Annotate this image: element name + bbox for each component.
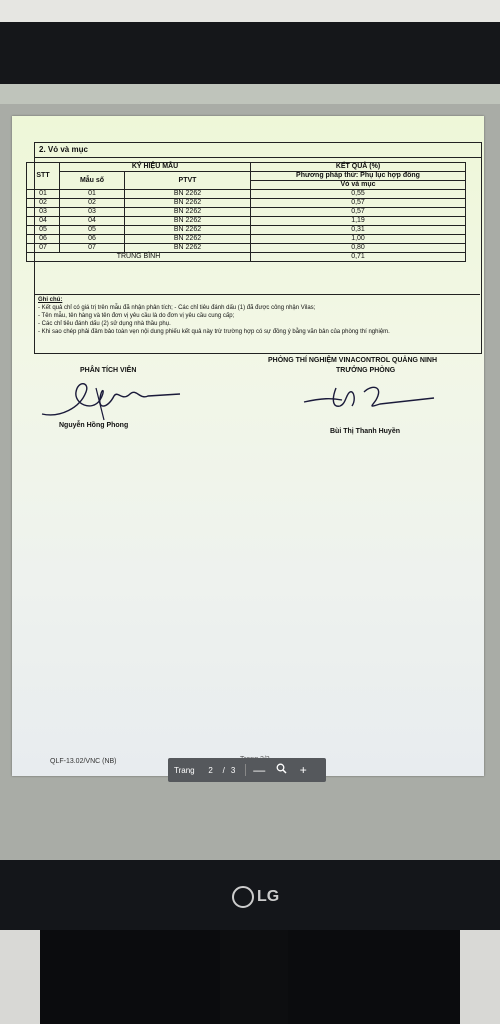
form-code: QLF-13.02/VNC (NB) bbox=[50, 758, 117, 765]
toolbar-divider bbox=[245, 764, 246, 776]
table-row bbox=[27, 208, 466, 217]
lg-logo-icon bbox=[232, 886, 254, 908]
cell-stt: 02 bbox=[27, 199, 60, 208]
monitor-top-bezel bbox=[0, 22, 500, 84]
cell-ket-qua: 1,00 bbox=[251, 235, 466, 244]
monitor-stand-neck bbox=[220, 930, 288, 1024]
table-row bbox=[27, 217, 466, 226]
total-value: 0,71 bbox=[251, 253, 466, 262]
table-row bbox=[27, 244, 466, 253]
brand-name: LG bbox=[257, 888, 280, 905]
analyst-title: PHÂN TÍCH VIÊN bbox=[80, 367, 137, 374]
header-stt: STT bbox=[27, 163, 60, 190]
page-separator: / bbox=[222, 765, 225, 775]
header-vo-va-muc: Vỏ và mục bbox=[251, 181, 466, 190]
cell-ptvt: BN 2262 bbox=[125, 190, 251, 199]
cell-ket-qua: 1,19 bbox=[251, 217, 466, 226]
cell-ptvt: BN 2262 bbox=[125, 208, 251, 217]
notes bbox=[38, 296, 390, 336]
page-number-input[interactable]: 2 bbox=[208, 765, 213, 775]
note-line: - Kết quả chỉ có giá trị trên mẫu đã nhận phân tích; - Các chỉ tiêu đánh dấu (1) đã được công nhận Vilas; bbox=[38, 305, 316, 311]
screen-top-strip bbox=[0, 84, 500, 104]
cell-mau-so: 01 bbox=[60, 190, 125, 199]
page-label: Trang bbox=[174, 765, 195, 775]
cell-mau-so: 04 bbox=[60, 217, 125, 226]
note-line: - Các chỉ tiêu đánh dấu (2) sử dụng nhà thầu phụ. bbox=[38, 321, 171, 327]
results-table bbox=[26, 162, 466, 262]
pdf-toolbar bbox=[168, 758, 326, 782]
cell-stt: 06 bbox=[27, 235, 60, 244]
header-mau-so: Mẫu số bbox=[60, 172, 125, 190]
analyst-name: Nguyễn Hồng Phong bbox=[59, 422, 129, 429]
cell-ket-qua: 0,80 bbox=[251, 244, 466, 253]
total-pages: 3 bbox=[230, 765, 236, 775]
section-title: 2. Vỏ và mục bbox=[39, 145, 88, 154]
cell-ptvt: BN 2262 bbox=[125, 199, 251, 208]
cell-ket-qua: 0,55 bbox=[251, 190, 466, 199]
cell-stt: 03 bbox=[27, 208, 60, 217]
total-row bbox=[27, 253, 466, 262]
table-row bbox=[27, 235, 466, 244]
head-name: Bùi Thị Thanh Huyền bbox=[330, 428, 400, 435]
head-signature bbox=[302, 378, 442, 418]
header-ptvt: PTVT bbox=[125, 172, 251, 190]
analyst-signature bbox=[40, 378, 190, 422]
cell-ptvt: BN 2262 bbox=[125, 217, 251, 226]
table-row bbox=[27, 226, 466, 235]
cell-ptvt: BN 2262 bbox=[125, 226, 251, 235]
cell-ptvt: BN 2262 bbox=[125, 235, 251, 244]
monitor-screen bbox=[0, 84, 500, 860]
notes-title: Ghi chú: bbox=[38, 297, 63, 303]
cell-stt: 01 bbox=[27, 190, 60, 199]
magnifier-icon bbox=[276, 763, 287, 774]
head-title: TRƯỞNG PHÒNG bbox=[336, 367, 396, 374]
zoom-out-button[interactable]: — bbox=[253, 763, 266, 777]
table-row bbox=[27, 190, 466, 199]
note-line: - Tên mẫu, tên hàng và tên đơn vị yêu cầu là do đơn vị yêu cầu cung cấp; bbox=[38, 313, 235, 319]
section-divider bbox=[35, 157, 481, 158]
cell-mau-so: 02 bbox=[60, 199, 125, 208]
brand-logo bbox=[232, 886, 279, 908]
cell-ptvt: BN 2262 bbox=[125, 244, 251, 253]
note-line: - Khi sao chép phải đảm bảo toàn vẹn nội dung phiếu kết quả này trừ trường hợp có sự đồng ý bằng văn bản của phòng thí nghiệm. bbox=[38, 329, 390, 335]
table-row bbox=[27, 199, 466, 208]
cell-mau-so: 03 bbox=[60, 208, 125, 217]
cell-mau-so: 06 bbox=[60, 235, 125, 244]
header-phuong-phap: Phương pháp thử: Phụ lục hợp đồng bbox=[251, 172, 466, 181]
cell-ket-qua: 0,31 bbox=[251, 226, 466, 235]
cell-stt: 07 bbox=[27, 244, 60, 253]
cell-mau-so: 05 bbox=[60, 226, 125, 235]
cell-mau-so: 07 bbox=[60, 244, 125, 253]
document-page bbox=[12, 116, 484, 776]
zoom-in-button[interactable]: + bbox=[299, 763, 307, 777]
cell-ket-qua: 0,57 bbox=[251, 208, 466, 217]
cell-stt: 05 bbox=[27, 226, 60, 235]
header-ket-qua: KẾT QUẢ (%) bbox=[251, 163, 466, 172]
lab-name: PHÒNG THÍ NGHIỆM VINACONTROL QUẢNG NINH bbox=[268, 357, 438, 364]
total-label: TRUNG BÌNH bbox=[27, 253, 251, 262]
cell-stt: 04 bbox=[27, 217, 60, 226]
zoom-icon[interactable] bbox=[272, 763, 290, 777]
cell-ket-qua: 0,57 bbox=[251, 199, 466, 208]
header-ky-hieu-mau: KÝ HIỆU MẪU bbox=[60, 163, 251, 172]
